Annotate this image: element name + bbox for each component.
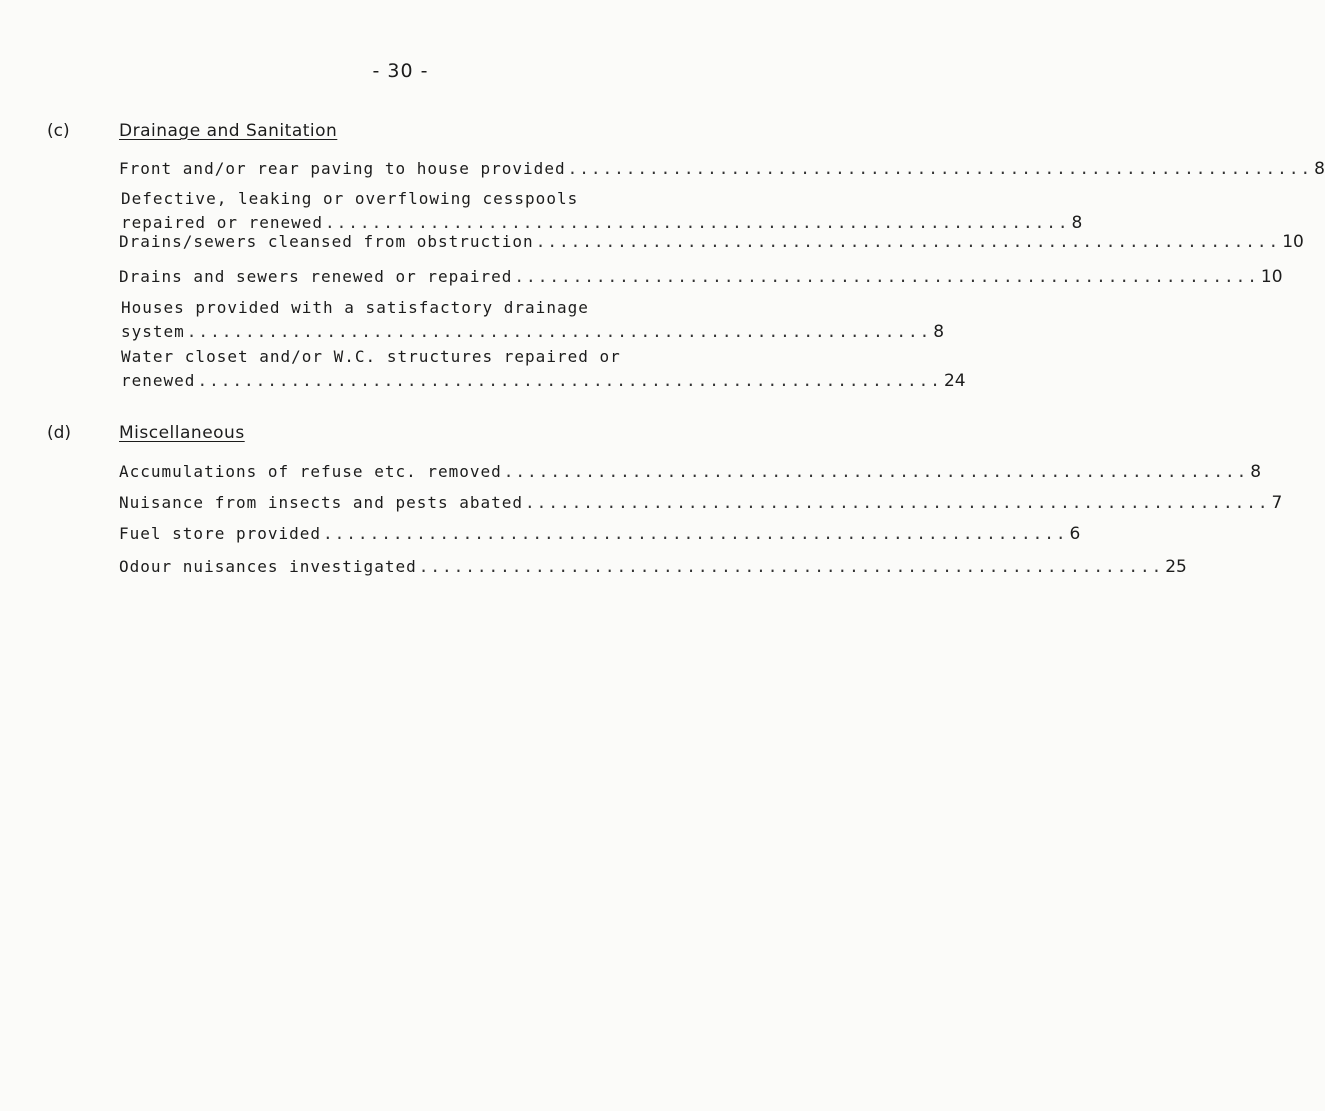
item-value: 24 [943, 371, 966, 391]
leader-dots: ................................................................ [503, 462, 1249, 481]
item-text: Odour nuisances investigated [119, 557, 417, 576]
item-value: 8 [1071, 213, 1083, 233]
item-value: 8 [1314, 159, 1325, 179]
item-value: 7 [1271, 493, 1283, 513]
list-item [119, 460, 1262, 484]
leader-dots: ................................................................ [186, 322, 932, 341]
leader-dots: ................................................................ [567, 159, 1313, 178]
list-item [119, 345, 966, 393]
list-item [119, 522, 1081, 546]
section-c-label: (c) [47, 121, 70, 141]
section-d-label: (d) [47, 423, 72, 443]
item-text-line1: Water closet and/or W.C. structures repaired or [121, 347, 621, 366]
list-item [119, 187, 1083, 235]
leader-dots: ................................................................ [535, 232, 1281, 251]
item-value: 8 [1250, 462, 1262, 482]
section-c-title: Drainage and Sanitation [119, 121, 338, 141]
section-d-title: Miscellaneous [119, 423, 245, 443]
leader-dots: ................................................................ [197, 371, 942, 390]
item-value: 8 [933, 322, 945, 342]
item-text: Drains and sewers renewed or repaired [119, 267, 513, 286]
item-text: repaired or renewed [121, 213, 324, 232]
list-item [119, 230, 1304, 254]
item-text: Front and/or rear paving to house provided [119, 159, 566, 178]
item-text-line1: Defective, leaking or overflowing cesspools [121, 189, 579, 208]
item-text: renewed [121, 371, 196, 390]
list-item [119, 265, 1283, 289]
list-item [119, 491, 1283, 515]
leader-dots: ................................................................ [514, 267, 1259, 286]
item-value: 25 [1165, 557, 1187, 577]
list-item [119, 555, 1187, 579]
leader-dots: ................................................................ [418, 557, 1164, 576]
item-text: system [121, 322, 185, 341]
item-text: Drains/sewers cleansed from obstruction [119, 232, 534, 251]
item-text-line1: Houses provided with a satisfactory drainage [121, 298, 589, 317]
leader-dots: ................................................................ [525, 493, 1270, 512]
item-text: Fuel store provided [119, 524, 322, 543]
item-value: 10 [1260, 267, 1283, 287]
list-item [119, 296, 945, 344]
item-value: 10 [1282, 232, 1304, 252]
item-text: Nuisance from insects and pests abated [119, 493, 524, 512]
item-text: Accumulations of refuse etc. removed [119, 462, 502, 481]
leader-dots: ................................................................ [325, 213, 1070, 232]
page-number: - 30 - [372, 60, 429, 82]
item-value: 6 [1069, 524, 1081, 544]
leader-dots: ................................................................ [323, 524, 1068, 543]
list-item [119, 157, 1325, 181]
